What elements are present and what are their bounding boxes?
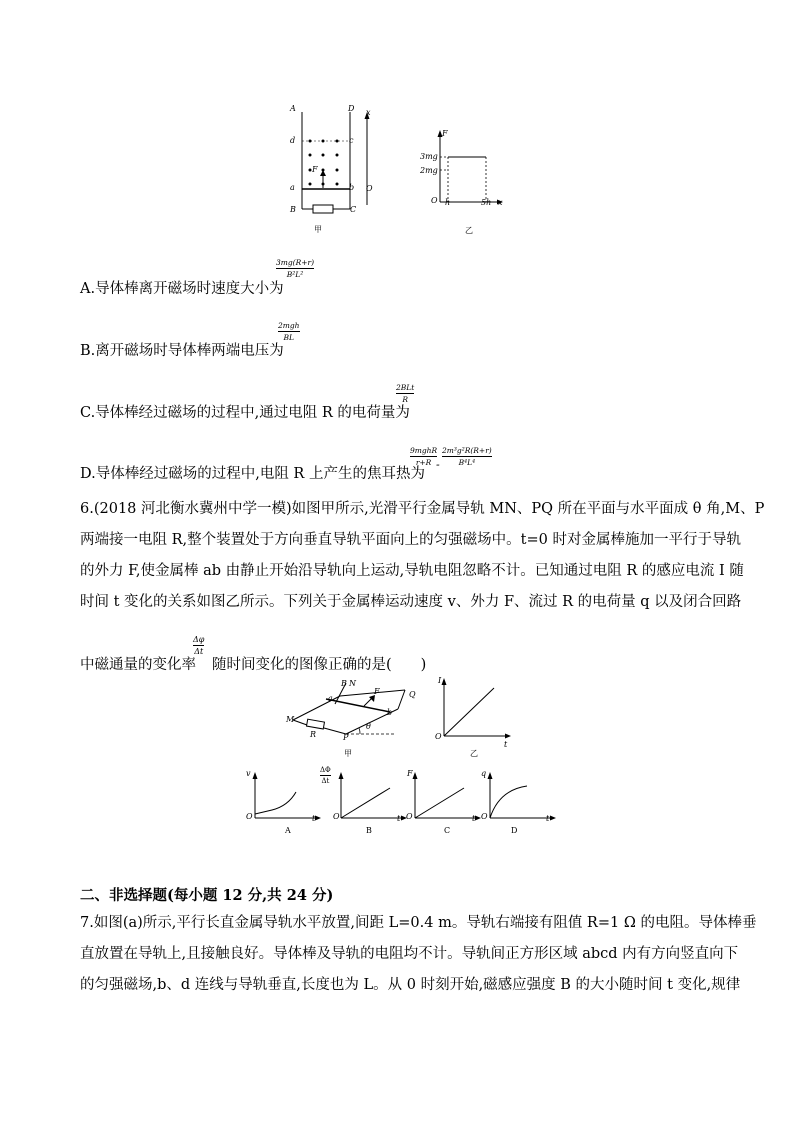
graph-d-origin: O	[481, 812, 488, 821]
rail-label-F: F	[374, 687, 380, 696]
label-x: x	[366, 108, 371, 117]
q7-line-3: 的匀强磁场,b、d 连线与导轨垂直,长度也为 L。从 0 时刻开始,磁感应强度 B 的大小随时间 t 变化,规律	[80, 977, 741, 993]
rail-label-a: a	[328, 694, 333, 703]
option-b-fraction	[278, 321, 300, 342]
frac-num: 2BLt	[396, 383, 415, 392]
q6-line-1: 6.(2018 河北衡水冀州中学一模)如图甲所示,光滑平行金属导轨 MN、PQ 所在平面与水平面成 θ 角,M、P	[80, 501, 765, 517]
option-c-text: C.导体棒经过磁场的过程中,通过电阻 R 的电荷量为	[80, 405, 410, 421]
graph-tick-5h: 5h	[481, 198, 492, 207]
label-A: A	[290, 104, 296, 113]
graph-a-y-label: v	[246, 769, 251, 778]
graph-a-x-label: t	[312, 814, 316, 823]
label-C: C	[350, 205, 357, 214]
label-D: D	[348, 104, 355, 113]
graph-b-x-label: t	[397, 814, 401, 823]
graph-a-label: A	[285, 826, 291, 835]
option-b-text: B.离开磁场时导体棒两端电压为	[80, 343, 284, 359]
figure-rails-field	[283, 100, 383, 240]
q6-line-5b: 随时间变化的图像正确的是( )	[212, 657, 427, 673]
graph-tick-h: h	[445, 198, 451, 207]
frac-num: 9mghR	[410, 446, 438, 455]
option-d-text: D.导体棒经过磁场的过程中,电阻 R 上产生的焦耳热为	[80, 466, 425, 482]
rail-label-R: R	[310, 730, 317, 739]
current-graph-x-label: t	[504, 740, 508, 749]
rail-label-B: B	[341, 679, 347, 688]
q6-line-2: 两端接一电阻 R,整个装置处于方向垂直导轨平面向上的匀强磁场中。t=0 时对金属棒施加一平行于导轨	[80, 532, 741, 548]
figure-inclined-rails	[280, 676, 420, 756]
frac-num: Δφ	[193, 635, 205, 644]
graph-b-origin: O	[333, 812, 340, 821]
graph-y-label: F	[442, 129, 448, 138]
rail-label-Q: Q	[409, 690, 416, 699]
graph-b-label: B	[366, 826, 372, 835]
label-F: F	[312, 165, 318, 174]
graph-x-label: x	[498, 198, 503, 207]
frac-num: 2mgh	[278, 321, 300, 330]
q7-line-1: 7.如图(a)所示,平行长直金属导轨水平放置,间距 L=0.4 m。导轨右端接有阻值 R=1 Ω 的电阻。导体棒垂	[80, 915, 757, 931]
rail-label-b: b	[387, 708, 393, 717]
graph-d-x-label: t	[546, 814, 550, 823]
rail-label-M: M	[286, 715, 295, 724]
frac-den: BL	[283, 333, 294, 342]
frac-num: 2m³g²R(R+r)	[442, 446, 492, 455]
label-O: O	[366, 184, 373, 193]
frac-den: Δt	[194, 647, 204, 656]
option-c-fraction	[396, 383, 414, 404]
graph-c-origin: O	[406, 812, 413, 821]
frac-den: B²L²	[286, 270, 304, 279]
q6-line-3: 的外力 F,使金属棒 ab 由静止开始沿导轨向上运动,导轨电阻忽略不计。已知通过电阻 R 的感应电流 I 随	[80, 563, 744, 579]
option-d-fraction-1	[410, 446, 437, 467]
frac-num: 3mg(R+r)	[276, 258, 315, 267]
frac-den: r+R	[415, 458, 432, 467]
graph-c-y-label: F	[407, 769, 413, 778]
q6-line-5a: 中磁通量的变化率	[80, 657, 196, 673]
frac-num: ΔΦ	[320, 766, 331, 774]
graph-tick-2mg: 2mg	[420, 166, 438, 175]
frac-den: Δt	[321, 777, 330, 785]
figure-current-graph	[438, 676, 514, 742]
option-d-fraction-2	[442, 446, 492, 467]
q7-line-2: 直放置在导轨上,且接触良好。导体棒及导轨的电阻均不计。导轨间正方形区域 abcd 内有方向竖直向下	[80, 946, 739, 962]
rail-label-P: P	[343, 733, 349, 742]
graph-c-label: C	[444, 826, 451, 835]
graph-tick-3mg: 3mg	[420, 152, 438, 161]
option-a-fraction	[276, 258, 314, 279]
q6-line-4: 时间 t 变化的关系如图乙所示。下列关于金属棒运动速度 v、外力 F、流过 R 的电荷量 q 以及闭合回路	[80, 594, 742, 610]
graph-b-y-label	[320, 766, 331, 785]
label-d: d	[290, 136, 296, 145]
current-graph-origin: O	[435, 732, 442, 741]
section-heading: 二、非选择题(每小题 12 分,共 24 分)	[80, 887, 334, 904]
label-a: a	[290, 183, 295, 192]
label-c: c	[349, 136, 354, 145]
graph-d-label: D	[511, 826, 518, 835]
frac-den: R	[402, 395, 408, 404]
graph-c-x-label: t	[472, 814, 476, 823]
q6-flux-fraction	[193, 635, 204, 656]
graph-origin: O	[431, 196, 438, 205]
option-d-minus: -	[436, 458, 440, 471]
graph-caption: 乙	[465, 226, 473, 235]
current-graph-caption: 乙	[470, 749, 478, 758]
figure-caption: 甲	[314, 225, 322, 234]
rail-label-theta: θ	[366, 722, 371, 731]
label-B: B	[290, 205, 296, 214]
label-b: b	[349, 183, 355, 192]
current-graph-y-label: I	[438, 676, 442, 685]
rail-caption: 甲	[344, 749, 352, 758]
frac-den: B⁴L⁴	[458, 458, 476, 467]
rail-label-N: N	[349, 679, 356, 688]
option-a-text: A.导体棒离开磁场时速度大小为	[80, 281, 284, 297]
graph-d-y-label: q	[481, 769, 487, 778]
graph-a-origin: O	[246, 812, 253, 821]
